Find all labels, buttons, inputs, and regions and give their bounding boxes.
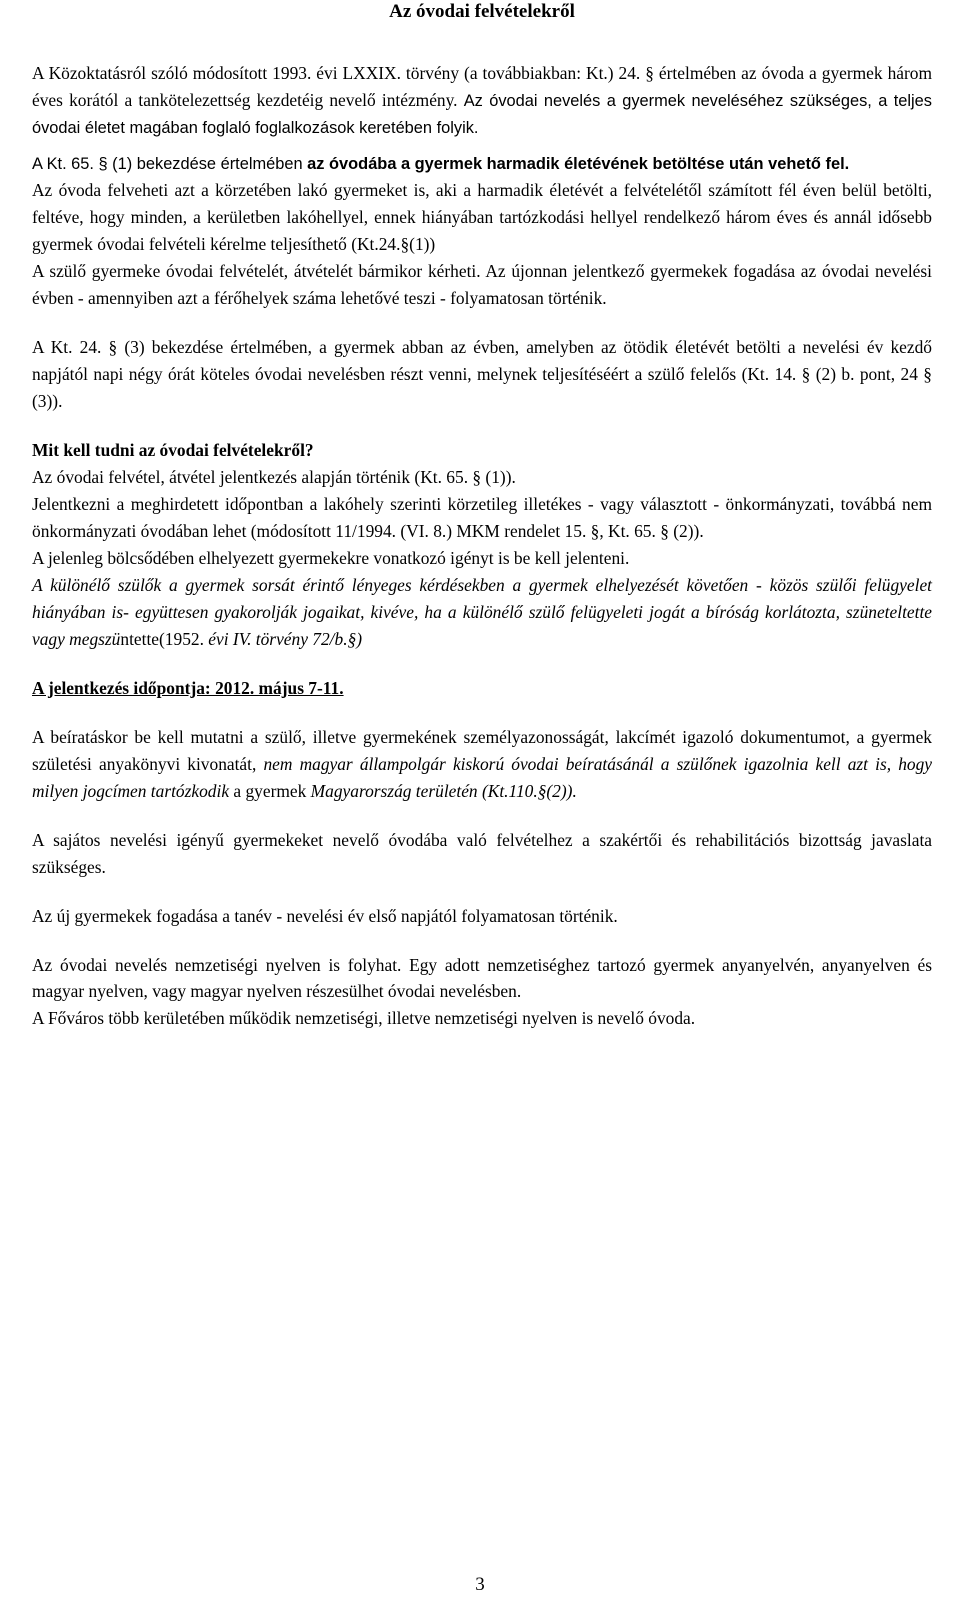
paragraph-kulonelo-italic: A különélő szülők a gyermek sorsát érintő lényeges kérdésekben a gyermek elhelyezését követően - közös szülői felügyelet hiányában is- együttesen gyakorolják jogaikat, kivéve, ha a különélő szülő felügyeleti jogát a bíróság korlátozta, szüneteltette vagy megszü (32, 574, 932, 649)
paragraph-beiratas-italic-end: Magyarország területén (Kt.110.§(2)). (310, 780, 577, 801)
section-heading-jelentkezes-idopontja: A jelentkezés időpontja: 2012. május 7-11. (32, 677, 344, 698)
paragraph-kulonelo-szulok (32, 572, 932, 653)
paragraph-kt65 (32, 150, 932, 177)
paragraph-bolcsode: A jelenleg bölcsődében elhelyezett gyermekekre vonatkozó igényt is be kell jelenteni. (32, 547, 630, 568)
paragraph-kulonelo-normal: ntette(1952. (120, 628, 209, 649)
paragraph-kulonelo-italic-end: évi IV. törvény 72/b.§) (208, 628, 363, 649)
section-heading-mit-kell-tudni: Mit kell tudni az óvodai felvételekről? (32, 439, 314, 460)
paragraph-beiratas-italic: nem magyar állampolgár kiskorú óvodai beíratásánál a szülőnek igazolnia kell azt is, hogy milyen jogcímen tartózkodik (32, 753, 932, 801)
paragraph-beiratas (32, 724, 932, 805)
paragraph-felvetel-jelentkezes: Az óvodai felvétel, átvétel jelentkezés alapján történik (Kt. 65. § (1)). (32, 466, 516, 487)
document-page (32, 0, 932, 1032)
paragraph-felveheti (32, 177, 932, 258)
paragraph-nemzetisegi-nyelv: Az óvodai nevelés nemzetiségi nyelven is folyhat. Egy adott nemzetiséghez tartozó gyermek anyanyelvén, anyanyelven és magyar nyelven, vagy magyar nyelven részesülhet óvodai nevelésben. (32, 954, 932, 1002)
paragraph-law-intro-text: A Közoktatásról szóló módosított 1993. évi LXXIX. törvény (a továbbiakban: Kt.) 24. § értelmében az óvoda a gyermek három éves korától a tankötelezettség kezdetéig nevelő intézmény. (32, 63, 932, 110)
page-number: 3 (475, 1574, 485, 1595)
document-title: Az óvodai felvételekről (389, 1, 575, 22)
paragraph-law-intro (32, 60, 932, 142)
paragraph-szulo-kerheti (32, 258, 932, 312)
paragraph-szulo-kerheti-text: A szülő gyermeke óvodai felvételét, átvételét bármikor kérheti. Az újonnan jelentkező gyermekek fogadása az óvodai nevelési évben - amennyiben azt a férőhelyek száma lehetővé teszi - folyamatosan történik. (32, 261, 932, 309)
paragraph-kt65-start: A Kt. 65. § (1) bekezdése értelmében (32, 154, 308, 173)
paragraph-jelentkezni: Jelentkezni a meghirdetett időpontban a lakóhely szerinti körzetileg illetékes - vagy választott - önkormányzati, továbbá nem önkormányzati óvodában lehet (módosított 11/1994. (VI. 8.) MKM rendelet 15. §, Kt. 65. § (2)). (32, 493, 932, 541)
paragraph-nevelés-text: Az óvodai nevelés a gyermek neveléséhez szükséges, a teljes óvodai életet magában foglaló foglalkozások keretében folyik. (32, 91, 932, 138)
paragraph-beiratas-start: A beíratáskor be kell mutatni a szülő, illetve gyermekének személyazonosságát, lakcímét igazoló dokumentumot, a gyermek születési anyakönyvi kivonatát, (32, 726, 932, 774)
paragraph-beiratas-mid: a gyermek (229, 780, 311, 801)
paragraph-kt24-text: A Kt. 24. § (3) bekezdése értelmében, a gyermek abban az évben, amelyben az ötödik életévét betölti a nevelési év kezdő napjától napi négy órát köteles óvodai nevelésben részt venni, melynek teljesítéséért a szülő felelős (Kt. 14. § (2) b. pont, 24 § (3)). (32, 337, 932, 412)
paragraph-kt24 (32, 334, 932, 415)
paragraph-fovaros: A Főváros több kerületében működik nemzetiségi, illetve nemzetiségi nyelven is nevelő óvoda. (32, 1008, 696, 1029)
paragraph-uj-gyermekek: Az új gyermekek fogadása a tanév - nevelési év első napjától folyamatosan történik. (32, 905, 618, 926)
paragraph-felveheti-text: Az óvoda felveheti azt a körzetében lakó gyermeket is, aki a harmadik életévét a felvételétől számított fél éven belül betölti, feltéve, hogy minden, a kerületben lakóhellyel, ennek hiányában tartózkodási hellyel rendelkező három éves és annál idősebb gyermek óvodai felvételi kérelme teljesíthető (Kt.24.§(1)) (32, 180, 932, 255)
paragraph-sajatos-nevelesi: A sajátos nevelési igényű gyermekeket nevelő óvodába való felvételhez a szakértői és rehabilitációs bizottság javaslata szükséges. (32, 829, 932, 877)
paragraph-kt65-bold: az óvodába a gyermek harmadik életévének betöltése után vehető fel. (307, 154, 850, 173)
